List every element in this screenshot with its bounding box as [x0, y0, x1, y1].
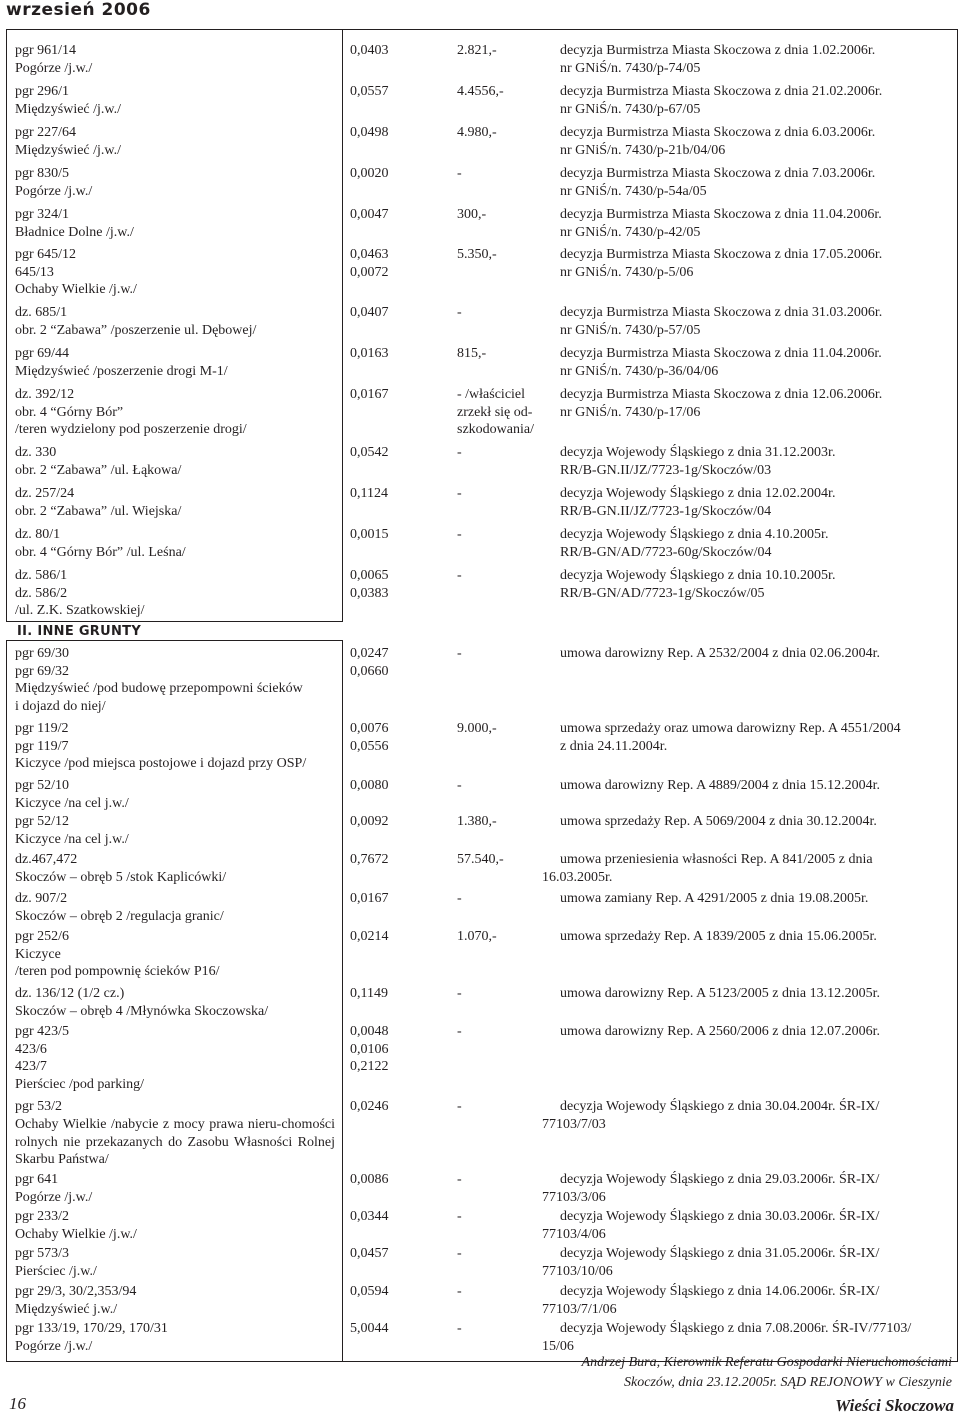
parcel-description: dz. 392/12 obr. 4 “Górny Bór” /teren wydzielony pod poszerzenie drogi/	[15, 387, 247, 438]
price-value: -	[457, 166, 462, 181]
price-value: 57.540,-	[457, 852, 504, 867]
area-value: 0,0246	[350, 1099, 389, 1114]
parcel-description: pgr 29/3, 30/2,353/94 Międzyświeć j.w./	[15, 1284, 137, 1317]
area-value: 0,0047	[350, 207, 389, 222]
legal-basis: decyzja Burmistrza Miasta Skoczowa z dnia 21.02.2006r. nr GNiŚ/n. 7430/p-67/05	[560, 84, 883, 117]
parcel-description: pgr 233/2 Ochaby Wielkie /j.w./	[15, 1209, 137, 1242]
price-value: -	[457, 891, 462, 906]
area-value: 0,0594	[350, 1284, 389, 1299]
area-value: 0,0463 0,0072	[350, 247, 389, 280]
price-value: -	[457, 1321, 462, 1336]
legal-basis-continuation: 77103/10/06	[542, 1263, 613, 1279]
area-value: 5,0044	[350, 1321, 389, 1336]
parcel-description: pgr 252/6 Kiczyce /teren pod pompownię ścieków P16/	[15, 929, 220, 980]
signature-line-1: Andrzej Bura, Kierownik Referatu Gospodarki Nieruchomościami	[581, 1355, 952, 1370]
legal-basis: decyzja Wojewody Śląskiego z dnia 14.06.2006r. ŚR-IX/	[560, 1284, 880, 1299]
legal-basis: decyzja Wojewody Śląskiego z dnia 31.05.2006r. ŚR-IX/	[560, 1246, 880, 1261]
area-value: 0,0048 0,0106 0,2122	[350, 1024, 389, 1075]
parcel-description: Ochaby Wielkie /nabycie z mocy prawa nieru-chomości rolnych nie przekazanych do Zasobu Własności Rolnej Skarbu Państwa/	[15, 1117, 335, 1168]
area-value: 0,1149	[350, 986, 388, 1001]
area-value: 0,0214	[350, 929, 389, 944]
price-value: 815,-	[457, 346, 487, 361]
area-value: 0,0542	[350, 445, 389, 460]
legal-basis: decyzja Burmistrza Miasta Skoczowa z dnia 11.04.2006r. nr GNiŚ/n. 7430/p-36/04/06	[560, 346, 882, 379]
area-value: 0,1124	[350, 486, 388, 501]
price-value: -	[457, 486, 462, 501]
legal-basis-continuation: 77103/3/06	[542, 1189, 606, 1205]
price-value: -	[457, 778, 462, 793]
parcel-description: pgr 296/1 Międzyświeć /j.w./	[15, 84, 122, 117]
legal-basis: umowa darowizny Rep. A 2532/2004 z dnia 02.06.2004r.	[560, 646, 881, 661]
legal-basis: umowa przeniesienia własności Rep. A 841/2005 z dnia	[560, 852, 873, 867]
area-value: 0,0086	[350, 1172, 389, 1187]
legal-basis-continuation: 77103/7/03	[542, 1116, 606, 1132]
parcel-description: pgr 69/44 Międzyświeć /poszerzenie drogi M-1/	[15, 346, 228, 379]
area-value: 0,0167	[350, 387, 389, 402]
legal-basis: decyzja Wojewody Śląskiego z dnia 30.04.2004r. ŚR-IX/	[560, 1099, 880, 1114]
area-value: 0,0020	[350, 166, 389, 181]
legal-basis: decyzja Wojewody Śląskiego z dnia 29.03.2006r. ŚR-IX/	[560, 1172, 880, 1187]
publication-logo: Wieści Skoczowa	[835, 1396, 954, 1415]
parcel-description: pgr 324/1 Bładnice Dolne /j.w./	[15, 207, 134, 240]
price-value: -	[457, 445, 462, 460]
legal-basis: umowa darowizny Rep. A 2560/2006 z dnia 12.07.2006r.	[560, 1024, 881, 1039]
price-value: -	[457, 305, 462, 320]
price-value: -	[457, 1172, 462, 1187]
area-value: 0,0076 0,0556	[350, 721, 389, 754]
legal-basis: decyzja Burmistrza Miasta Skoczowa z dnia 12.06.2006r. nr GNiŚ/n. 7430/p-17/06	[560, 387, 883, 420]
legal-basis-continuation: 77103/7/1/06	[542, 1301, 617, 1317]
area-value: 0,0557	[350, 84, 389, 99]
parcel-description: pgr 133/19, 170/29, 170/31 Pogórze /j.w./	[15, 1321, 168, 1354]
legal-basis: decyzja Burmistrza Miasta Skoczowa z dnia 1.02.2006r. nr GNiŚ/n. 7430/p-74/05	[560, 43, 876, 76]
price-value: -	[457, 568, 462, 583]
legal-basis: umowa darowizny Rep. A 4889/2004 z dnia 15.12.2004r.	[560, 778, 881, 793]
parcel-description: dz.467,472 Skoczów – obręb 5 /stok Kaplicówki/	[15, 852, 227, 885]
price-value: 4.4556,-	[457, 84, 504, 99]
price-value: 9.000,-	[457, 721, 497, 736]
price-value: -	[457, 646, 462, 661]
area-value: 0,0092	[350, 814, 389, 829]
section-heading	[6, 621, 343, 641]
price-value: -	[457, 1246, 462, 1261]
area-value: 0,0403	[350, 43, 389, 58]
price-value: 5.350,-	[457, 247, 497, 262]
legal-basis: decyzja Wojewody Śląskiego z dnia 12.02.2004r. RR/B-GN.II/JZ/7723-1g/Skoczów/04	[560, 486, 836, 519]
parcel-description: pgr 423/5 423/6 423/7 Pierściec /pod parking/	[15, 1024, 145, 1092]
area-value: 0,0065 0,0383	[350, 568, 389, 601]
parcel-description: pgr 52/10 Kiczyce /na cel j.w./	[15, 778, 129, 811]
parcel-description: dz. 330 obr. 2 “Zabawa” /ul. Łąkowa/	[15, 445, 182, 478]
parcel-description: dz. 907/2 Skoczów – obręb 2 /regulacja granic/	[15, 891, 224, 924]
parcel-description: dz. 685/1 obr. 2 “Zabawa” /poszerzenie ul. Dębowej/	[15, 305, 257, 338]
legal-basis: umowa sprzedaży Rep. A 5069/2004 z dnia 30.12.2004r.	[560, 814, 877, 829]
legal-basis-continuation: 77103/4/06	[542, 1226, 606, 1242]
price-value: -	[457, 986, 462, 1001]
price-value: 4.980,-	[457, 125, 497, 140]
parcel-description: pgr 227/64 Międzyświeć /j.w./	[15, 125, 122, 158]
parcel-description: pgr 119/2 pgr 119/7 Kiczyce /pod miejsca postojowe i dojazd przy OSP/	[15, 721, 307, 772]
price-value: 300,-	[457, 207, 487, 222]
legal-basis: umowa zamiany Rep. A 4291/2005 z dnia 19.08.2005r.	[560, 891, 869, 906]
area-value: 0,0344	[350, 1209, 389, 1224]
legal-basis: umowa darowizny Rep. A 5123/2005 z dnia 13.12.2005r.	[560, 986, 881, 1001]
legal-basis: decyzja Burmistrza Miasta Skoczowa z dnia 11.04.2006r. nr GNiŚ/n. 7430/p-42/05	[560, 207, 882, 240]
parcel-description: dz. 257/24 obr. 2 “Zabawa” /ul. Wiejska/	[15, 486, 182, 519]
price-value: 1.380,-	[457, 814, 497, 829]
price-value: -	[457, 1099, 462, 1114]
parcel-description: pgr 961/14 Pogórze /j.w./	[15, 43, 93, 76]
parcel-description: pgr 53/2	[15, 1099, 63, 1114]
parcel-description: pgr 645/12 645/13 Ochaby Wielkie /j.w./	[15, 247, 137, 298]
area-value: 0,0015	[350, 527, 389, 542]
price-value: -	[457, 1024, 462, 1039]
area-value: 0,0080	[350, 778, 389, 793]
legal-basis: decyzja Burmistrza Miasta Skoczowa z dnia 31.03.2006r. nr GNiŚ/n. 7430/p-57/05	[560, 305, 883, 338]
parcel-description: dz. 136/12 (1/2 cz.) Skoczów – obręb 4 /Młynówka Skoczowska/	[15, 986, 269, 1019]
section-heading-label: II. INNE GRUNTY	[17, 624, 142, 639]
legal-basis: decyzja Burmistrza Miasta Skoczowa z dnia 7.03.2006r. nr GNiŚ/n. 7430/p-54a/05	[560, 166, 876, 199]
parcel-description: dz. 80/1 obr. 4 “Górny Bór” /ul. Leśna/	[15, 527, 186, 560]
area-value: 0,0247 0,0660	[350, 646, 389, 679]
price-value: - /właściciel zrzekł się od- szkodowania/	[457, 387, 534, 438]
parcel-description: dz. 586/1 dz. 586/2 /ul. Z.K. Szatkowskiej/	[15, 568, 145, 619]
column-divider	[342, 29, 343, 1362]
area-value: 0,0167	[350, 891, 389, 906]
legal-basis-continuation: 15/06	[542, 1338, 574, 1354]
area-value: 0,0163	[350, 346, 389, 361]
legal-basis: decyzja Wojewody Śląskiego z dnia 10.10.2005r. RR/B-GN/AD/7723-1g/Skoczów/05	[560, 568, 836, 601]
legal-basis: decyzja Wojewody Śląskiego z dnia 31.12.2003r. RR/B-GN.II/JZ/7723-1g/Skoczów/03	[560, 445, 836, 478]
area-value: 0,0407	[350, 305, 389, 320]
parcel-description: pgr 573/3 Pierściec /j.w./	[15, 1246, 97, 1279]
legal-basis: decyzja Wojewody Śląskiego z dnia 30.03.2006r. ŚR-IX/	[560, 1209, 880, 1224]
legal-basis: decyzja Wojewody Śląskiego z dnia 4.10.2005r. RR/B-GN/AD/7723-60g/Skoczów/04	[560, 527, 829, 560]
signature-line-2: Skoczów, dnia 23.12.2005r. SĄD REJONOWY w Cieszynie	[624, 1375, 952, 1390]
legal-basis-continuation: 16.03.2005r.	[542, 869, 613, 885]
legal-basis: decyzja Wojewody Śląskiego z dnia 7.08.2006r. ŚR-IV/77103/	[560, 1321, 912, 1336]
page-header-title: wrzesień 2006	[6, 0, 151, 20]
area-value: 0,0457	[350, 1246, 389, 1261]
price-value: -	[457, 1209, 462, 1224]
page-number: 16	[9, 1394, 26, 1413]
legal-basis: umowa sprzedaży Rep. A 1839/2005 z dnia 15.06.2005r.	[560, 929, 877, 944]
area-value: 0,0498	[350, 125, 389, 140]
parcel-description: pgr 69/30 pgr 69/32 Międzyświeć /pod budowę przepompowni ścieków i dojazd do niej/	[15, 646, 303, 714]
price-value: -	[457, 1284, 462, 1299]
legal-basis: umowa sprzedaży oraz umowa darowizny Rep. A 4551/2004 z dnia 24.11.2004r.	[560, 721, 901, 754]
legal-basis: decyzja Burmistrza Miasta Skoczowa z dnia 6.03.2006r. nr GNiŚ/n. 7430/p-21b/04/06	[560, 125, 876, 158]
area-value: 0,7672	[350, 852, 389, 867]
parcel-description: pgr 830/5 Pogórze /j.w./	[15, 166, 93, 199]
legal-basis: decyzja Burmistrza Miasta Skoczowa z dnia 17.05.2006r. nr GNiŚ/n. 7430/p-5/06	[560, 247, 883, 280]
parcel-description: pgr 641 Pogórze /j.w./	[15, 1172, 93, 1205]
price-value: 1.070,-	[457, 929, 497, 944]
parcel-description: pgr 52/12 Kiczyce /na cel j.w./	[15, 814, 129, 847]
price-value: 2.821,-	[457, 43, 497, 58]
price-value: -	[457, 527, 462, 542]
